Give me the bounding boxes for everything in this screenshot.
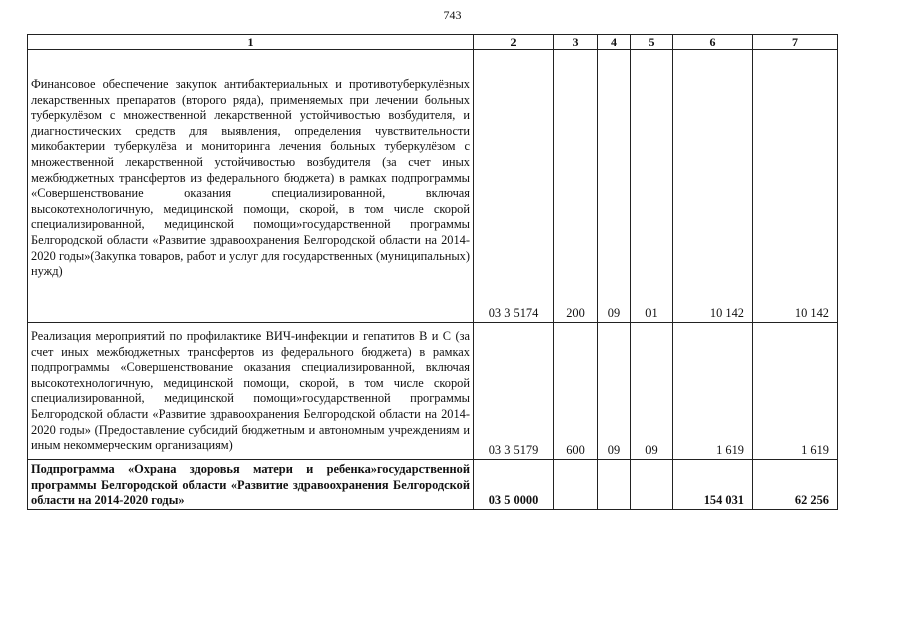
header-col-4: 4 [598, 35, 631, 50]
row-col-7: 10 142 [753, 50, 838, 323]
row-col-3: 600 [554, 323, 598, 460]
row-col-6: 1 619 [673, 323, 753, 460]
header-col-7: 7 [753, 35, 838, 50]
row-description: Реализация мероприятий по профилактике ВИЧ-инфекции и гепатитов В и С (за счет иных межбюджетных трансфертов из федерального бюджета) в рамках подпрограммы «Совершенствование оказания специализированной, включая высокотехнологичную, медицинской помощи, скорой, в том числе скорой специализированной, медицинской помощи»государственной программы Белгородской области «Развитие здравоохранения Белгородской области на 2014-2020 годы» (Предоставление субсидий бюджетным и автономным учреждениям и иным некоммерческим организациям) [28, 323, 474, 460]
table-row-subprogram [28, 460, 838, 510]
row-description: Подпрограмма «Охрана здоровья матери и ребенка»государственной программы Белгородской области «Развитие здравоохранения Белгородской области на 2014-2020 годы» [28, 460, 474, 510]
row-col-4 [598, 460, 631, 510]
row-col-6: 154 031 [673, 460, 753, 510]
row-col-5: 01 [631, 50, 673, 323]
row-col-3: 200 [554, 50, 598, 323]
header-row [28, 35, 838, 50]
row-code: 03 5 0000 [474, 460, 554, 510]
table-row [28, 323, 838, 460]
row-col-5 [631, 460, 673, 510]
row-col-5: 09 [631, 323, 673, 460]
header-col-6: 6 [673, 35, 753, 50]
header-col-2: 2 [474, 35, 554, 50]
row-code: 03 3 5179 [474, 323, 554, 460]
row-description: Финансовое обеспечение закупок антибактериальных и противотуберкулёзных лекарственных препаратов (второго ряда), применяемых при лечении больных туберкулёзом с множественной лекарственной устойчивостью возбудителя, и диагностических средств для выявления, определения чувствительности микобактерии туберкулёза и мониторинга лечения больных туберкулёзом с множественной лекарственной устойчивостью возбудителя (за счет иных межбюджетных трансфертов из федерального бюджета) в рамках подпрограммы «Совершенствование оказания специализированной, включая высокотехнологичную, медицинской помощи, скорой, в том числе скорой специализированной, медицинской помощи»государственной программы Белгородской области «Развитие здравоохранения Белгородской области на 2014-2020 годы»(Закупка товаров, работ и услуг для государственных (муниципальных) нужд) [28, 50, 474, 323]
row-col-3 [554, 460, 598, 510]
row-col-4: 09 [598, 323, 631, 460]
budget-table [27, 34, 838, 510]
header-col-1: 1 [28, 35, 474, 50]
page-number: 743 [443, 8, 462, 22]
row-col-6: 10 142 [673, 50, 753, 323]
row-col-7: 1 619 [753, 323, 838, 460]
row-code: 03 3 5174 [474, 50, 554, 323]
row-col-7: 62 256 [753, 460, 838, 510]
header-col-3: 3 [554, 35, 598, 50]
row-col-4: 09 [598, 50, 631, 323]
header-col-5: 5 [631, 35, 673, 50]
table-row [28, 50, 838, 323]
